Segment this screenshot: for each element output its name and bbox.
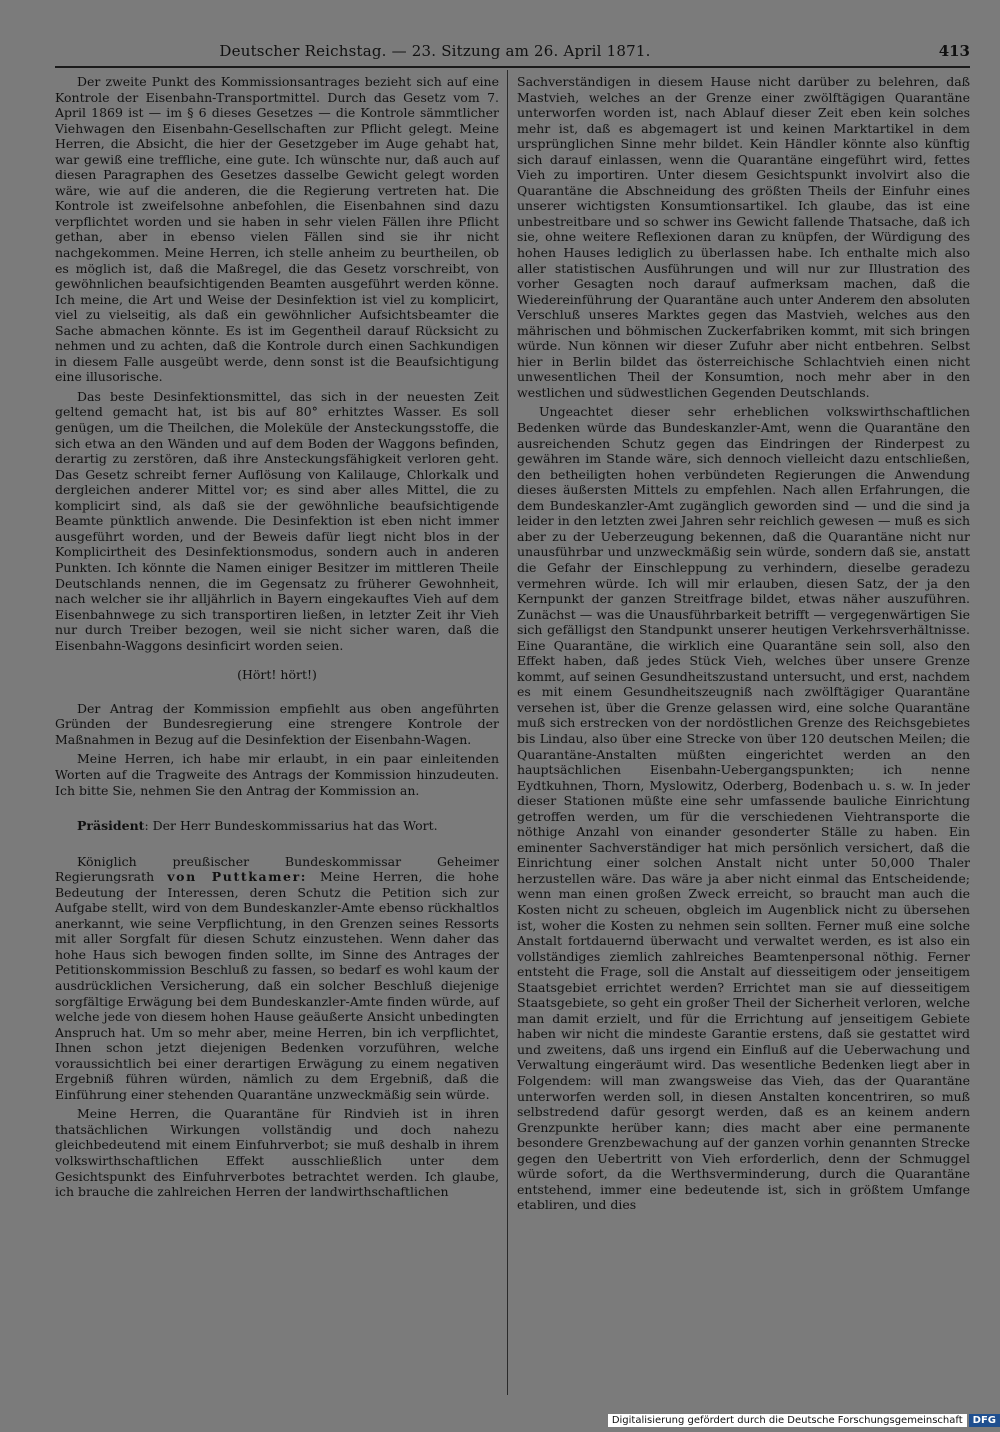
page-header [55,36,970,64]
paragraph: Meine Herren, ich habe mir erlaubt, in ein paar einleitenden Worten auf die Tragweite des Antrags der Kommission hinzudeuten. Ich bitte Sie, nehmen Sie den Antrag der Kommission an. [55,751,499,798]
commissioner-speech [55,854,499,1103]
paragraph: Der zweite Punkt des Kommissionsantrages bezieht sich auf eine Kontrole der Eisenbahn-Transportmittel. Durch das Gesetz vom 7. April 1869 ist — im § 6 dieses Gesetzes — die Kontrole sämmtlicher Viehwagen den Eisenbahn-Gesellschaften zur Pflicht gelegt. Meine Herren, die Absicht, die hier der Gesetzgeber im Auge gehabt hat, war gewiß eine treffliche, eine gute. Ich wünschte nur, daß auch auf diesen Paragraphen des Gesetzes dasselbe Gewicht gelegt worden wäre, wie auf die anderen, die die Regierung vertreten hat. Die Kontrole ist zweifelsohne anbefohlen, die Eisenbahnen sind dazu verpflichtet worden und sie haben in sehr vielen Fällen ihre Pflicht gethan, aber in ebenso vielen Fällen sind sie ihr nicht nachgekommen. Meine Herren, ich stelle anheim zu beurtheilen, ob es möglich ist, daß die Maßregel, die das Gesetz vorschreibt, von gewöhnlichen beaufsichtigenden Beamten ausgeführt werden könne. Ich meine, die Art und Weise der Desinfektion ist viel zu komplicirt, viel zu vielseitig, als daß ein gewöhnlicher Aufsichtsbeamter die Sache abmachen könnte. Es ist im Gegentheil darauf Rücksicht zu nehmen und zu achten, daß die Kontrole durch einen Sachkundigen in diesem Falle ausgeübt werde, denn sonst ist die Beaufsichtigung eine illusorische. [55,74,499,385]
column-divider [507,70,508,1395]
funding-credit: Digitalisierung gefördert durch die Deutsche Forschungsgemeinschaft [608,1414,967,1427]
right-column [517,74,970,1213]
president-statement [55,818,499,834]
interjection: (Hört! hört!) [237,667,317,683]
paragraph: Ungeachtet dieser sehr erheblichen volkswirthschaftlichen Bedenken würde das Bundeskanzler-Amt, wenn die Quarantäne den ausreichenden Schutz gegen das Eindringen der Rinderpest zu gewähren im Stande wäre, sich dennoch vielleicht dazu entschließen, den betheiligten hohen verbündeten Regierungen die Anwendung dieses äußersten Mittels zu empfehlen. Nach allen Erfahrungen, die dem Bundeskanzler-Amt zugänglich geworden sind — und die sind ja leider in den letzten zwei Jahren sehr reichlich gewesen — muß es sich aber zu der Ueberzeugung bekennen, daß die Quarantäne nicht nur unausführbar und unzweckmäßig sein würde, sondern daß sie, anstatt die Gefahr der Einschleppung zu verhindern, dieselbe geradezu vermehren würde. Ich will mir erlauben, diesen Satz, der ja den Kernpunkt der ganzen Streitfrage bildet, etwas näher auszuführen. Zunächst — was die Unausführbarkeit betrifft — vergegenwärtigen Sie sich gefälligst den Standpunkt unserer heutigen Verkehrsverhältnisse. Eine Quarantäne, die wirklich eine Quarantäne sein soll, also den Effekt haben, daß jedes Stück Vieh, welches über unsere Grenze kommt, auf seinen Gesundheitszustand untersucht, und erst, nachdem es mit einem Gesundheitszeugniß nach zwölftägiger Quarantäne versehen ist, über die Grenze gelassen wird, eine solche Quarantäne muß sich erstrecken von der nordöstlichen Grenze des Reichsgebietes bis Lindau, also über eine Strecke von über 120 deutschen Meilen; die Quarantäne-Anstalten müßten eingerichtet werden an den hauptsächlichen Eisenbahn-Uebergangspunkten; ich nenne Eydtkuhnen, Thorn, Myslowitz, Oderberg, Bodenbach u. s. w. In jeder dieser Stationen müßte eine sehr umfassende bauliche Einrichtung getroffen werden, um für die verschiedenen Viehtransporte die nöthige Anzahl von einander gesonderter Ställe zu haben. Ein eminenter Sachverständiger hat mich persönlich versichert, daß die Einrichtung einer solchen Anstalt nicht unter 50,000 Thaler herzustellen wäre. Das wäre ja aber nicht einmal das Entscheidende; wenn man einen großen Zweck erreicht, so braucht man auch die Kosten nicht zu scheuen, obgleich im Augenblick nicht zu übersehen ist, woher die Kosten zu nehmen sein sollten. Ferner muß eine solche Anstalt fortdauernd überwacht und verwaltet werden, es ist also ein vollständiges ziemlich zahlreiches Beamtenpersonal nöthig. Ferner entsteht die Frage, soll die Anstalt auf diesseitigem oder jenseitigem Staatsgebiet errichtet werden? Errichtet man sie auf diesseitigem Staatsgebiete, so geht ein großer Theil der Sicherheit verloren, welche man damit erzielt, und für die Errichtung auf jenseitigem Gebiete haben wir nicht die mindeste Garantie erstens, daß sie gestattet wird und zweitens, daß uns irgend ein Einfluß auf die Ueberwachung und Verwaltung eingeräumt wird. Das wesentliche Bedenken liegt aber in Folgendem: will man zwangsweise das Vieh, das der Quarantäne unterworfen werden soll, in diesen Anstalten koncentriren, so muß selbstredend dafür gesorgt werden, daß es an keinem andern Grenzpunkte herüber kann; dies macht aber eine permanente besondere Grenzbewachung auf der ganzen vorhin genannten Strecke gegen den Uebertritt von Vieh erforderlich, denn der Schmuggel würde sofort, da die Werthsverminderung, durch die Quarantäne entstehend, immer eine bedeutende ist, sich in größtem Umfange etabliren, und dies [517,404,970,1213]
header-rule [55,66,970,68]
running-head: Deutscher Reichstag. — 23. Sitzung am 26. April 1871. [219,42,651,60]
speech-text: Meine Herren, die hohe Bedeutung der Interessen, deren Schutz die Petition sich zur Aufgabe stellt, wird von dem Bundeskanzler-Amte ebenso rückhaltlos anerkannt, wie seine Verpflichtung, in den Grenzen seines Ressorts mit aller Sorgfalt für diesen Schutz einzustehen. Wenn daher das hohe Haus sich bewogen finden sollte, im Sinne des Antrages der Petitionskommission Beschluß zu fassen, so bedarf es wohl kaum der ausdrücklichen Versicherung, daß ein solcher Beschluß diejenige sorgfältige Erwägung bei dem Bundeskanzler-Amte finden würde, auf welche jede von diesem hohen Hause geäußerte Ansicht unbedingten Anspruch hat. Um so mehr aber, meine Herren, bin ich verpflichtet, Ihnen schon jetzt diejenigen Bedenken vorzuführen, welche voraussichtlich bei einer derartigen Erwägung zu einem negativen Ergebniß führen würden, nämlich zu dem Ergebniß, daß die Einführung einer stehenden Quarantäne unzweckmäßig sein würde. [55,869,499,1102]
page-number: 413 [938,42,970,60]
paragraph: Meine Herren, die Quarantäne für Rindvieh ist in ihren thatsächlichen Wirkungen vollständig und doch nahezu gleichbedeutend mit einem Einfuhrverbot; sie muß deshalb in ihrem volkswirthschaftlichen Effekt ausschließlich unter dem Gesichtspunkt des Einfuhrverbotes betrachtet werden. Ich glaube, ich brauche die zahlreichen Herren der landwirthschaftlichen [55,1106,499,1200]
president-text: : Der Herr Bundeskommissarius hat das Wort. [144,818,438,834]
footer-credit [608,1413,1000,1427]
left-column [55,74,499,1200]
paragraph: Das beste Desinfektionsmittel, das sich in der neuesten Zeit geltend gemacht hat, ist bis auf 80° erhitztes Wasser. Es soll genügen, um die Theilchen, die Moleküle der Ansteckungsstoffe, die sich etwa an den Wänden und auf dem Boden der Waggons befinden, derartig zu zerstören, daß ihre Ansteckungsfähigkeit verloren geht. Das Gesetz schreibt ferner Auflösung von Kalilauge, Chlorkalk und dergleichen anderer Mittel vor; es sind aber alles Mittel, die zu komplicirt sind, als daß sie der gewöhnliche beaufsichtigende Beamte pünktlich anwende. Die Desinfektion ist eben nicht immer ausgeführt worden, und der Beweis dafür liegt nicht blos in der Komplicirtheit des Desinfektionsmodus, sondern auch in anderen Punkten. Ich könnte die Namen einiger Besitzer im mittleren Theile Deutschlands nennen, die im Gegensatz zu früherer Gewohnheit, nach welcher sie ihr alljährlich in Bayern eingekauftes Vieh auf dem Eisenbahnwege zu sich transportiren ließen, in letzter Zeit ihr Vieh nur durch Treiber bezogen, weil sie nicht sicher waren, daß die Eisenbahn-Waggons desinficirt worden seien. [55,388,499,653]
speaker-president: Präsident [77,818,145,834]
paragraph: Sachverständigen in diesem Hause nicht darüber zu belehren, daß Mastvieh, welches an der Grenze einer zwölftägigen Quarantäne unterworfen worden ist, nach Ablauf dieser Zeit eben kein solches mehr ist, daß es abgemagert ist und keinen Marktartikel in dem ursprünglichen Sinne mehr bildet. Kein Händler könnte also künftig sich darauf einlassen, wenn die Quarantäne eingeführt wird, fettes Vieh zu importiren. Unter diesem Gesichtspunkt involvirt also die Quarantäne die Abschneidung des größten Theils der Einfuhr eines unserer wichtigsten Konsumtionsartikel. Ich glaube, das ist eine unbestreitbare und so schwer ins Gewicht fallende Thatsache, daß ich sie, ohne weitere Reflexionen daran zu knüpfen, der Würdigung des hohen Hauses lediglich zu überlassen habe. Ich enthalte mich also aller statistischen Ausführungen und will nur zur Illustration des vorher Gesagten noch darauf aufmerksam machen, daß die Wiedereinführung der Quarantäne auch unter Anderem den absoluten Verschluß unseres Marktes gegen das Mastvieh, welches aus den mährischen und böhmischen Zuckerfabriken kommt, mit sich bringen würde. Nun können wir dieser Zufuhr aber nicht entbehren. Selbst hier in Berlin bildet das österreichische Schlachtvieh einen nicht unwesentlichen Theil der Konsumtion, noch mehr aber in den westlichen und südwestlichen Gegenden Deutschlands. [517,74,970,400]
dfg-logo: DFG [969,1414,1000,1427]
paragraph: Der Antrag der Kommission empfiehlt aus oben angeführten Gründen der Bundesregierung eine strengere Kontrole der Maßnahmen in Bezug auf die Desinfektion der Eisenbahn-Wagen. [55,700,499,747]
speaker-puttkamer: von Puttkamer: [167,869,307,885]
document-page [55,36,970,1394]
commissioner-intro: Königlich preußischer Bundeskommissar Geheimer Regierungsrath [55,853,499,885]
